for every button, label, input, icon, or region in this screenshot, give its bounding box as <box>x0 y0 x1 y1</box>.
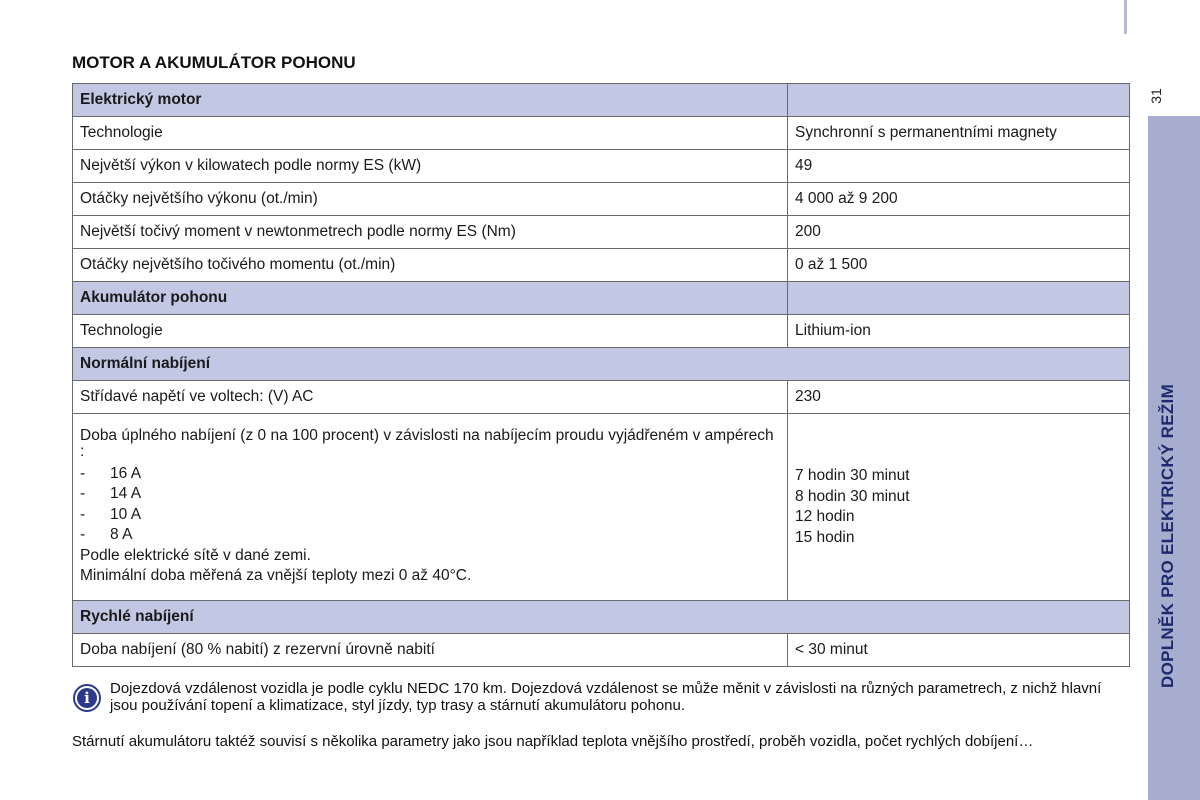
section-header: Elektrický motor <box>73 84 788 117</box>
table-header-row <box>73 348 1130 381</box>
section-header: Akumulátor pohonu <box>73 282 788 315</box>
spec-table <box>72 83 1130 667</box>
section-header: Rychlé nabíjení <box>73 601 1130 634</box>
table-row: Otáčky největšího výkonu (ot./min) 4 000 až 9 200 <box>73 183 1130 216</box>
table-row: Technologie Lithium-ion <box>73 315 1130 348</box>
info-note: Dojezdová vzdálenost vozidla je podle cyklu NEDC 170 km. Dojezdová vzdálenost se může měnit v závislosti na různých parametrech, z nichž hlavní jsou používání topení a klimatizace, styl jízdy, typ trasy a stárnutí akumulátoru pohonu. <box>110 680 1102 714</box>
table-row: Doba úplného nabíjení (z 0 na 100 procent) v závislosti na nabíjecím proudu vyjádřeném v ampérech : - 16 A - 14 A - 10 A - 8 A Podle elektrické sítě v dané zemi. Minimální doba měřená za vnější teploty mezi 0 až 40°C. 7 hodin 30 minut 8 hodin 30 minut 12 hodin 15 hodin <box>73 414 1130 601</box>
table-row: Technologie Synchronní s permanentními magnety <box>73 117 1130 150</box>
table-row: Největší výkon v kilowatech podle normy ES (kW) 49 <box>73 150 1130 183</box>
table-header-row <box>73 601 1130 634</box>
table-header-row <box>73 84 1130 117</box>
table-row: Otáčky největšího točivého momentu (ot./min) 0 až 1 500 <box>73 249 1130 282</box>
top-rule <box>1124 0 1127 34</box>
info-icon: i <box>73 684 101 712</box>
table-row: Střídavé napětí ve voltech: (V) AC 230 <box>73 381 1130 414</box>
table-row: Doba nabíjení (80 % nabití) z rezervní úrovně nabití < 30 minut <box>73 634 1130 667</box>
section-header: Normální nabíjení <box>73 348 1130 381</box>
table-header-row <box>73 282 1130 315</box>
info-note-secondary: Stárnutí akumulátoru taktéž souvisí s několika parametry jako jsou například teplota vnějšího prostředí, proběh vozidla, počet rychlých dobíjení… <box>72 733 1034 750</box>
table-row: Největší točivý moment v newtonmetrech podle normy ES (Nm) 200 <box>73 216 1130 249</box>
section-side-label: DOPLNĚK PRO ELEKTRICKÝ REŽIM <box>1158 383 1177 688</box>
page-title: MOTOR A AKUMULÁTOR POHONU <box>72 53 356 72</box>
page-number: 31 <box>1148 88 1164 104</box>
